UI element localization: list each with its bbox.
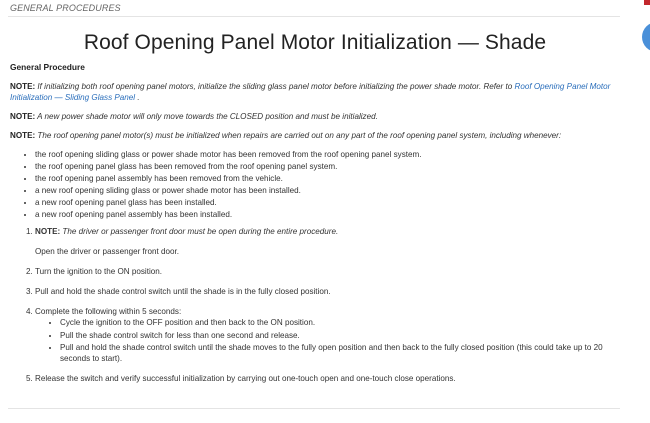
note-3	[10, 130, 622, 141]
step-5: 5. Release the switch and verify successful initialization by carrying out one-touch open and one-touch close operations.	[35, 373, 622, 384]
list-item: • Pull the shade control switch for less than one second and release.	[60, 330, 622, 341]
note-label: NOTE:	[10, 112, 36, 121]
list-item: • a new roof opening sliding glass or power shade motor has been installed.	[35, 185, 622, 196]
note-1-text: If initializing both roof opening panel motors, initialize the sliding glass panel motor before initializing the power shade motor. Refer to	[35, 82, 515, 91]
note-3-text: The roof opening panel motor(s) must be initialized when repairs are carried out on any part of the roof opening panel system, including whenever:	[35, 131, 562, 140]
bottom-divider	[8, 408, 620, 409]
sliding-glass-panel-link[interactable]: Roof Opening Panel Motor Initialization — Sliding Glass Panel	[10, 82, 611, 102]
page-title: Roof Opening Panel Motor Initialization — Shade	[83, 31, 547, 54]
note-label: NOTE:	[10, 131, 36, 140]
floating-action-button[interactable]	[642, 22, 650, 52]
procedure-steps	[10, 226, 622, 383]
step-2: 2. Turn the ignition to the ON position.	[35, 266, 622, 277]
list-item: • a new roof opening panel glass has been installed.	[35, 197, 622, 208]
breadcrumb[interactable]: GENERAL PROCEDURES	[10, 3, 121, 13]
step-3: 3. Pull and hold the shade control switch until the shade is in the fully closed position.	[35, 286, 622, 297]
step-1-note	[35, 226, 622, 237]
article-body	[10, 62, 622, 393]
step-1-note-label: NOTE:	[35, 227, 61, 237]
list-item: • the roof opening panel glass has been removed from the roof opening panel system.	[35, 161, 622, 172]
step-1	[35, 226, 622, 257]
note-label: NOTE:	[10, 82, 36, 91]
top-divider	[8, 16, 620, 17]
list-item: • a new roof opening panel assembly has been installed.	[35, 209, 622, 220]
step-4	[35, 306, 622, 363]
list-item: • the roof opening panel assembly has been removed from the vehicle.	[35, 173, 622, 184]
step-4-sublist	[35, 317, 622, 363]
step-1-note-text: The driver or passenger front door must be open during the entire procedure.	[60, 227, 339, 237]
note-1-end: .	[135, 93, 140, 102]
section-title: General Procedure	[10, 62, 85, 72]
list-item: • Pull and hold the shade control switch until the shade moves to the fully open position and then back to the fully closed position (this could take up to 20 seconds to start).	[60, 342, 622, 364]
note-2	[10, 111, 622, 122]
note-1	[10, 81, 622, 103]
step-4-text: 4. Complete the following within 5 seconds:	[35, 307, 182, 317]
top-bar	[0, 0, 650, 16]
note-2-text: A new power shade motor will only move towards the CLOSED position and must be initialized.	[35, 112, 378, 121]
list-item: • Cycle the ignition to the OFF position and then back to the ON position.	[60, 317, 622, 328]
step-1-text: Open the driver or passenger front door.	[35, 247, 179, 257]
red-corner-mark	[644, 0, 650, 5]
conditions-list	[10, 149, 622, 220]
list-item: • the roof opening sliding glass or power shade motor has been removed from the roof opening panel system.	[35, 149, 622, 160]
